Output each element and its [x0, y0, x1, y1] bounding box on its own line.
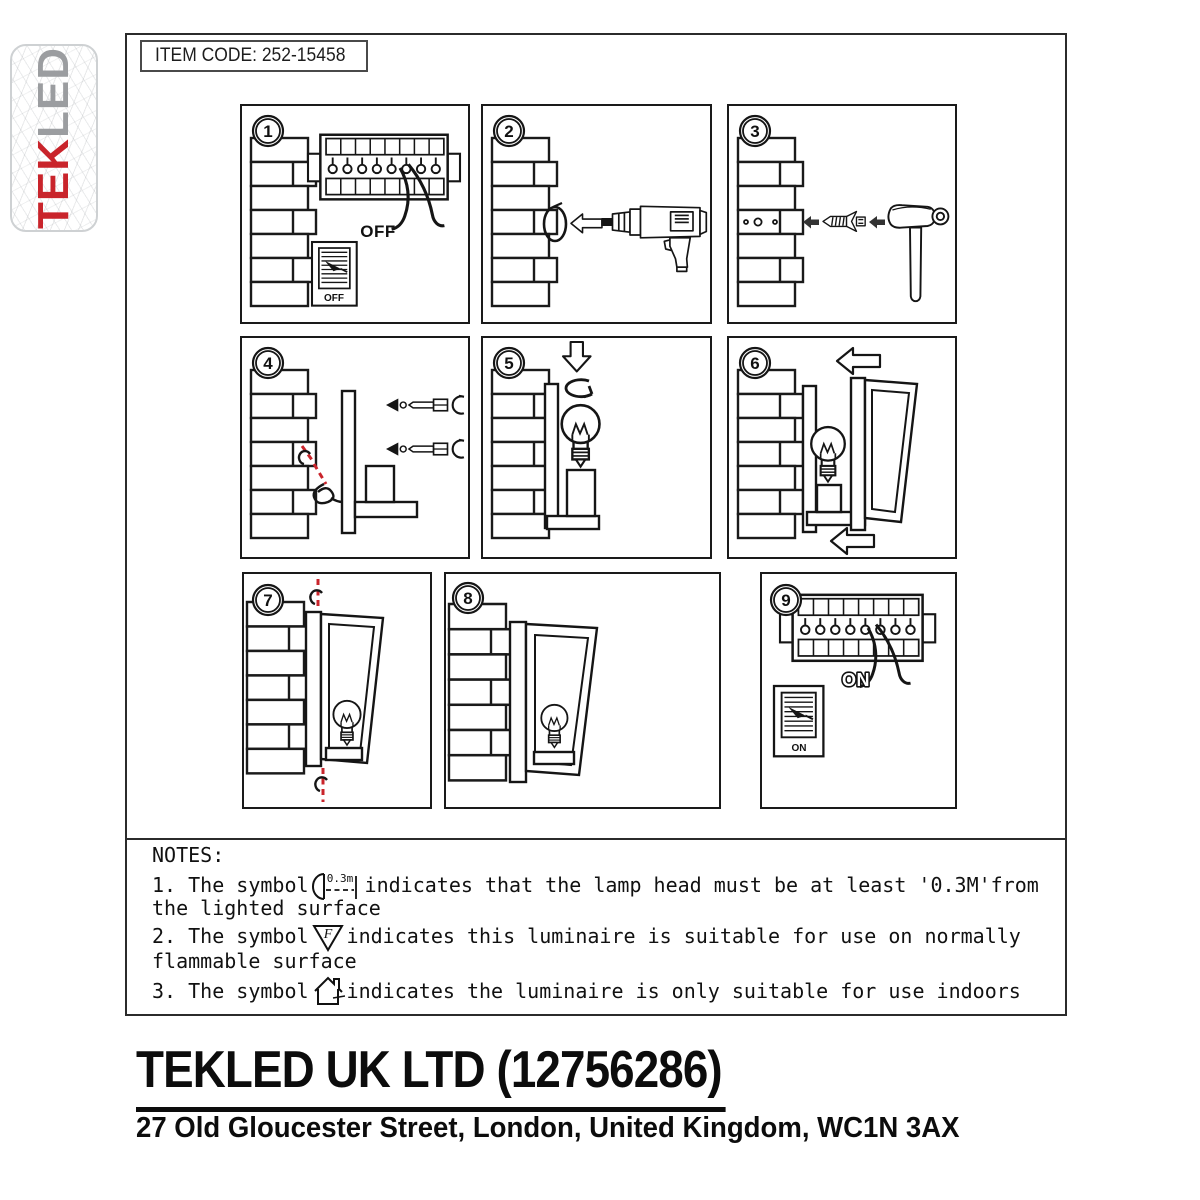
breaker-state-label: ON: [842, 670, 870, 690]
item-code-text: ITEM CODE: 252-15458: [155, 45, 346, 66]
step-number: 6: [750, 354, 760, 373]
panel-3-illustration: [729, 106, 955, 322]
arrow-left-icon: [571, 214, 602, 233]
panel-5-insert-bulb: [481, 336, 712, 559]
breaker-box-icon: [308, 135, 460, 200]
screw-icon: [386, 440, 464, 458]
brick-wall-icon: [492, 138, 557, 306]
rotate-arrow-icon: [566, 380, 592, 397]
panel-2-illustration: [483, 106, 710, 322]
panel-8-illustration: [446, 574, 719, 807]
note-3: [152, 975, 1057, 1002]
arrow-down-icon: [563, 342, 591, 371]
step-number: 5: [504, 354, 514, 373]
panel-8-finished-lamp: [444, 572, 721, 809]
indoor-symbol-icon: [311, 975, 345, 1007]
note-1-text: indicates that the lamp head must be at least '0.3M'from: [364, 872, 1039, 897]
screw-icon: [386, 396, 464, 414]
breaker-state-label: OFF: [360, 222, 396, 241]
hammer-icon: [888, 205, 948, 301]
brick-wall-icon: [449, 604, 514, 780]
note-3-prefix: 3. The symbol: [152, 978, 309, 1003]
tekled-logo: [10, 44, 98, 232]
panel-5-illustration: [483, 338, 710, 557]
step-number: 9: [781, 591, 791, 610]
panel-4-illustration: [242, 338, 468, 557]
company-address: 27 Old Gloucester Street, London, United Kingdom, WC1N 3AX: [136, 1112, 960, 1144]
wire-red-dash: [314, 464, 326, 484]
note-2-text: indicates this luminaire is suitable for use on normally: [346, 923, 1021, 948]
notes-section: [152, 842, 1057, 1001]
arrow-left-small-icon: [803, 216, 819, 229]
wall-plug-icon: [823, 212, 865, 232]
arrow-left-icon: [831, 528, 874, 554]
bulb-icon: [562, 405, 600, 466]
brick-wall-icon: [247, 602, 312, 773]
flammable-symbol-icon: [311, 922, 345, 952]
note-3-text: indicates the luminaire is only suitable for use indoors: [346, 978, 1021, 1003]
panel-6-illustration: [729, 338, 955, 557]
note-2-continued: flammable surface: [152, 949, 357, 973]
brick-wall-icon: [251, 138, 316, 306]
panel-7-secure-screws: [242, 572, 432, 809]
notes-divider: [127, 838, 1065, 840]
step-number: 2: [504, 122, 514, 141]
step-number: 8: [463, 589, 473, 608]
panel-9-power-on: [760, 572, 957, 809]
step-number: 7: [263, 591, 273, 610]
mounted-lamp-icon: [306, 612, 383, 766]
brick-wall-icon: [738, 370, 803, 538]
step-number: 1: [263, 122, 273, 141]
breaker-box-icon: [780, 595, 935, 661]
item-code-box: [140, 40, 368, 72]
flammable-symbol-text: F: [323, 926, 332, 942]
arrow-left-icon: [837, 348, 880, 374]
panel-2-drill-wall: [481, 104, 712, 324]
step-number: 4: [263, 354, 273, 373]
note-2: [152, 922, 1057, 949]
company-name: TEKLED UK LTD (12756286): [136, 1040, 725, 1112]
switch-state-label: OFF: [324, 293, 344, 304]
notes-title: NOTES:: [152, 843, 225, 867]
drill-icon: [602, 206, 706, 271]
arrow-left-small-icon: [869, 216, 885, 229]
panel-9-illustration: [762, 574, 955, 807]
panel-4-fix-bracket: [240, 336, 470, 559]
switch-state-label: ON: [791, 743, 807, 754]
brick-wall-icon: [251, 370, 316, 538]
logo-text-red: TEK: [29, 138, 78, 229]
panel-3-insert-plug: [727, 104, 957, 324]
note-2-prefix: 2. The symbol: [152, 923, 309, 948]
note-1: [152, 869, 1057, 896]
logo-text-gray: LED: [29, 47, 78, 138]
panel-1-illustration: [242, 106, 468, 322]
lamp-shade-icon: [851, 378, 917, 530]
note-1-prefix: 1. The symbol: [152, 872, 309, 897]
panel-1-power-off: [240, 104, 470, 324]
mounted-lamp-icon: [510, 622, 597, 782]
tekled-logo-text: [29, 47, 79, 229]
screw-hook-icon: [315, 777, 327, 791]
panel-6-attach-shade: [727, 336, 957, 559]
note-1-continued: the lighted surface: [152, 896, 381, 920]
screw-hook-icon: [310, 590, 322, 604]
mounting-bracket-icon: [342, 391, 417, 533]
panel-7-illustration: [244, 574, 430, 807]
distance-symbol-text: 0.3m: [326, 871, 353, 885]
step-number: 3: [750, 122, 760, 141]
